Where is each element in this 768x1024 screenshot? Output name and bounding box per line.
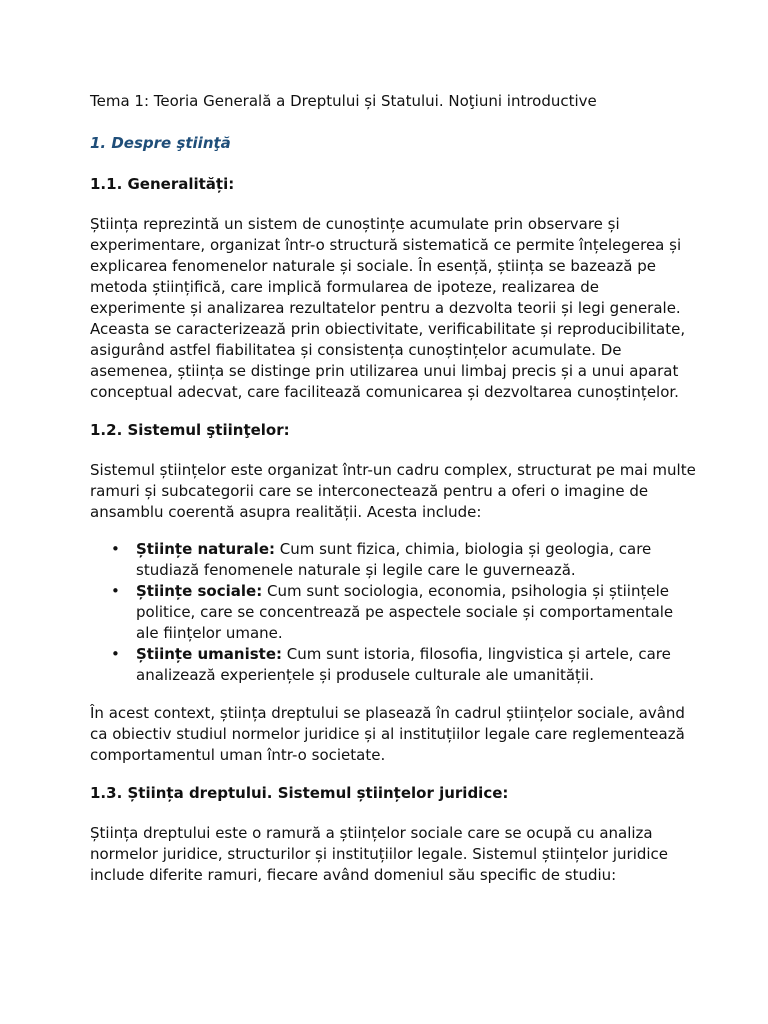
section-heading-despre-stiinta: 1. Despre ştiinţă [90, 134, 231, 152]
paragraph-stiinta-dreptului-context: În acest context, știința dreptului se plasează în cadrul științelor sociale, având ca obiectiv studiul normelor juridice și al instituțiilor legale care reglementează comportamentul uman într-o societate. [90, 704, 685, 764]
paragraph-generalitati: Știința reprezintă un sistem de cunoștințe acumulate prin observare și experimentare, organizat într-o structură sistematică ce permite înțelegerea și explicarea fenomenelor naturale și sociale. În esență, știința se bazează pe metoda științifică, care implică formularea de ipoteze, realizarea de experimente și analizarea rezultatelor pentru a dezvolta teorii și legi generale. Aceasta se caracterizează prin obiectivitate, verificabilitate și reproducibilitate, asigurând astfel fiabilitatea și consistența cunoștințelor acumulate. De asemenea, știința se distinge prin utilizarea unui limbaj precis și a unui aparat conceptual adecvat, care facilitează comunicarea și dezvoltarea cunoștințelor. [90, 215, 686, 401]
paragraph-stiinte-juridice: Știința dreptului este o ramură a științelor sociale care se ocupă cu analiza normelor juridice, structurilor și instituțiilor legale. Sistemul științelor juridice include diferite ramuri, fiecare având domeniul său specific de studiu: [90, 824, 669, 884]
bullet-icon: • [111, 582, 120, 600]
list-item-text: Cum sunt istoria, filosofia, lingvistica și artele, care analizează experiențele și produsele culturale ale umanității. [136, 645, 671, 684]
document-title: Tema 1: Teoria Generală a Dreptului și Statului. Noţiuni introductive [90, 92, 597, 110]
list-item-text: Cum sunt sociologia, economia, psihologia și științele politice, care se concentrează pe aspectele sociale și comportamentale ale ființelor umane. [136, 582, 674, 642]
paragraph-sistemul-stiintelor: Sistemul științelor este organizat într-un cadru complex, structurat pe mai multe ramuri și subcategorii care se interconectează pentru a oferi o imagine de ansamblu coerentă asupra realității. Acesta include: [90, 461, 696, 521]
subheading-stiinta-dreptului: 1.3. Știința dreptului. Sistemul științelor juridice: [90, 784, 509, 802]
list-item-term: Științe umaniste: [136, 645, 283, 663]
bullet-icon: • [111, 540, 120, 558]
subheading-sistemul-stiintelor: 1.2. Sistemul ştiinţelor: [90, 421, 290, 439]
list-item-term: Științe naturale: [136, 540, 275, 558]
list-item-stiinte-sociale [90, 581, 698, 644]
list-item-stiinte-umaniste [90, 644, 698, 686]
list-item-stiinte-naturale [90, 539, 698, 581]
bullet-icon: • [111, 645, 120, 663]
sciences-list [90, 539, 698, 686]
subheading-generalitati: 1.1. Generalități: [90, 175, 235, 193]
list-item-text: Cum sunt fizica, chimia, biologia și geologia, care studiază fenomenele naturale și legile care le guvernează. [136, 540, 652, 579]
list-item-term: Științe sociale: [136, 582, 263, 600]
